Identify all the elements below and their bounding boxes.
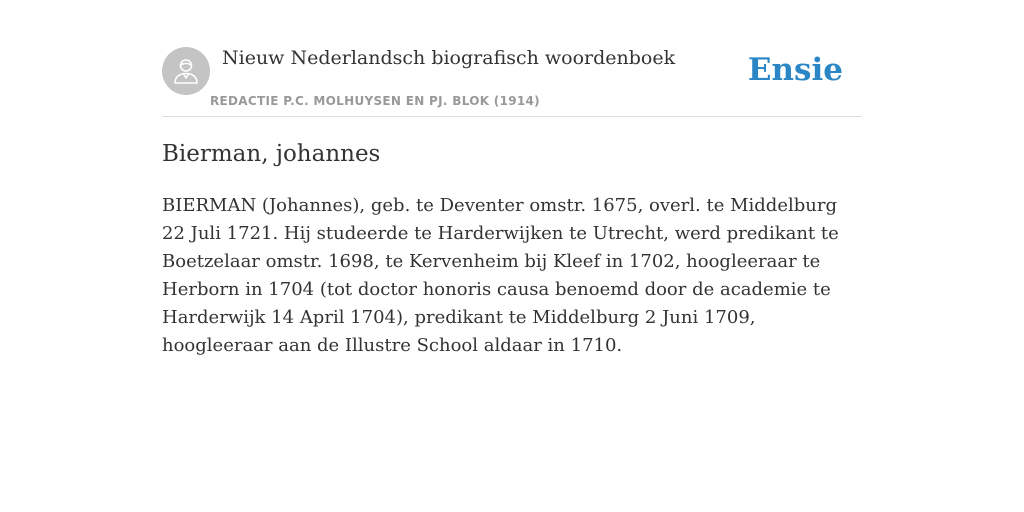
source-header <box>162 40 862 117</box>
avatar[interactable] <box>162 47 210 95</box>
user-icon <box>173 57 199 85</box>
brand-logo[interactable]: Ensie <box>747 52 843 88</box>
source-editors: REDACTIE P.C. MOLHUYSEN EN PJ. BLOK (1914) <box>210 94 540 108</box>
entry-body: BIERMAN (Johannes), geb. te Deventer omstr. 1675, overl. te Middelburg 22 Juli 1721. Hij studeerde te Harderwijken te Utrecht, werd predikant te Boetzelaar omstr. 1698, te Kervenheim bij Kleef in 1702, hoogleeraar te Herborn in 1704 (tot doctor honoris causa benoemd door de academie te Harderwijk 14 April 1704), predikant te Middelburg 2 Juni 1709, hoogleeraar aan de Illustre School aldaar in 1710. <box>162 195 839 356</box>
source-title[interactable]: Nieuw Nederlandsch biografisch woordenboek <box>222 47 676 69</box>
entry-title: Bierman, johannes <box>162 141 381 167</box>
